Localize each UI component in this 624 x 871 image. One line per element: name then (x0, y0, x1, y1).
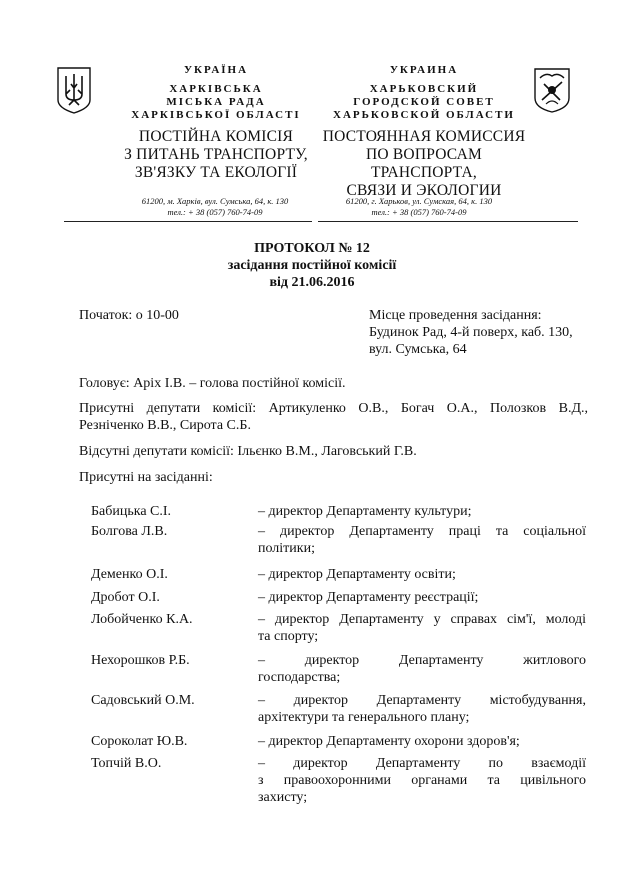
header-left-council-2: МІСЬКА РАДА (166, 96, 266, 108)
attendees-heading: Присутні на засіданні: (79, 470, 213, 485)
header-left-council-3: ХАРКІВСЬКОЇ ОБЛАСТІ (131, 109, 301, 121)
address-right-phone: тел.: + 38 (057) 760-74-09 (371, 207, 467, 217)
attendee-role (258, 611, 586, 645)
attendee-role-line: архітектури та генерального плану; (258, 710, 470, 725)
attendee-name: Болгова Л.В. (91, 524, 168, 539)
attendee-role (258, 755, 586, 806)
protocol-subtitle: засідання постійної комісії (227, 258, 397, 273)
venue-building: Будинок Рад, 4-й поверх, каб. 130, (369, 325, 573, 340)
attendee-role (258, 589, 586, 606)
attendee-role-line: та спорту; (258, 629, 319, 644)
address-left (110, 196, 320, 218)
venue-street: вул. Сумська, 64 (369, 342, 467, 357)
header-right-council-1: ХАРЬКОВСКИЙ (369, 83, 479, 95)
attendee-role (258, 733, 586, 750)
attendee-role (258, 503, 586, 520)
present-members-line1: Присутні депутати комісії: Артикуленко О.В., Богач О.А., Полозков В.Д., (79, 401, 588, 416)
address-right (314, 196, 524, 218)
attendee-role-line: – директор Департаменту охорони здоров'я; (258, 734, 520, 749)
attendee-role-line: – директор Департаменту по взаємодії (258, 756, 586, 771)
attendee-name: Дробот О.І. (91, 590, 160, 605)
header-right-commission-2: ПО ВОПРОСАМ ТРАНСПОРТА, (366, 146, 482, 181)
present-members (79, 400, 588, 434)
absent-members: Відсутні депутати комісії: Ільєнко В.М., Лаговський Г.В. (79, 444, 417, 459)
attendee-role (258, 652, 586, 686)
attendee-role-line: господарства; (258, 670, 341, 685)
attendee-name: Нехорошков Р.Б. (91, 653, 190, 668)
attendee-name: Деменко О.І. (91, 567, 168, 582)
kharkiv-emblem-icon (532, 66, 572, 114)
header-left (118, 64, 314, 182)
protocol-title (0, 240, 624, 291)
header-divider-left (64, 221, 312, 222)
ukraine-coat-of-arms-icon (56, 66, 92, 114)
attendee-role-line: – директор Департаменту реєстрації; (258, 590, 479, 605)
attendee-role-line: політики; (258, 541, 315, 556)
address-left-phone: тел.: + 38 (057) 760-74-09 (167, 207, 263, 217)
attendee-role-line: – директор Департаменту у справах сім'ї, молоді (258, 612, 586, 627)
header-right-commission-3: СВЯЗИ И ЭКОЛОГИИ (346, 182, 502, 199)
attendee-role-line: – директор Департаменту освіти; (258, 567, 456, 582)
header-left-country: УКРАЇНА (183, 64, 249, 76)
present-members-line2: Резніченко В.В., Сирота С.Б. (79, 418, 251, 433)
start-time: Початок: о 10-00 (79, 308, 179, 323)
header-right-country: УКРАИНА (389, 64, 459, 76)
attendee-name: Бабицька С.І. (91, 504, 172, 519)
header-right (318, 64, 530, 200)
attendee-role (258, 523, 586, 557)
header-left-commission-2: З ПИТАНЬ ТРАНСПОРТУ, (124, 146, 308, 163)
attendee-role-line: з правоохоронними органами та цивільного (258, 773, 586, 788)
protocol-number: ПРОТОКОЛ № 12 (254, 241, 370, 256)
attendee-role-line: захисту; (258, 790, 308, 805)
attendee-role-line: – директор Департаменту культури; (258, 504, 472, 519)
attendee-name: Лобойченко К.А. (91, 612, 193, 627)
header-left-commission-3: ЗВ'ЯЗКУ ТА ЕКОЛОГІЇ (134, 164, 298, 181)
venue (369, 307, 573, 358)
address-right-street: 61200, г. Харьков, ул. Сумская, 64, к. 130 (345, 196, 493, 206)
attendee-role-line: – директор Департаменту праці та соціальної (258, 524, 586, 539)
protocol-date: від 21.06.2016 (269, 275, 355, 290)
attendee-name: Садовський О.М. (91, 693, 195, 708)
attendee-role (258, 566, 586, 583)
attendee-role-line: – директор Департаменту житлового (258, 653, 586, 668)
venue-label: Місце проведення засідання: (369, 308, 542, 323)
attendee-name: Сороколат Ю.В. (91, 734, 188, 749)
address-left-street: 61200, м. Харків, вул. Сумська, 64, к. 130 (141, 196, 289, 206)
attendee-role (258, 692, 586, 726)
attendee-role-line: – директор Департаменту містобудування, (258, 693, 586, 708)
attendee-name: Топчій В.О. (91, 756, 162, 771)
header-right-commission-1: ПОСТОЯННАЯ КОМИССИЯ (322, 128, 526, 145)
header-left-commission-1: ПОСТІЙНА КОМІСІЯ (138, 128, 294, 145)
header-left-council-1: ХАРКІВСЬКА (169, 83, 263, 95)
chair-line: Головує: Аріх І.В. – голова постійної комісії. (79, 376, 346, 391)
header-right-council-2: ГОРОДСКОЙ СОВЕТ (353, 96, 495, 108)
header-right-council-3: ХАРЬКОВСКОЙ ОБЛАСТИ (333, 109, 515, 121)
header-divider-right (318, 221, 578, 222)
